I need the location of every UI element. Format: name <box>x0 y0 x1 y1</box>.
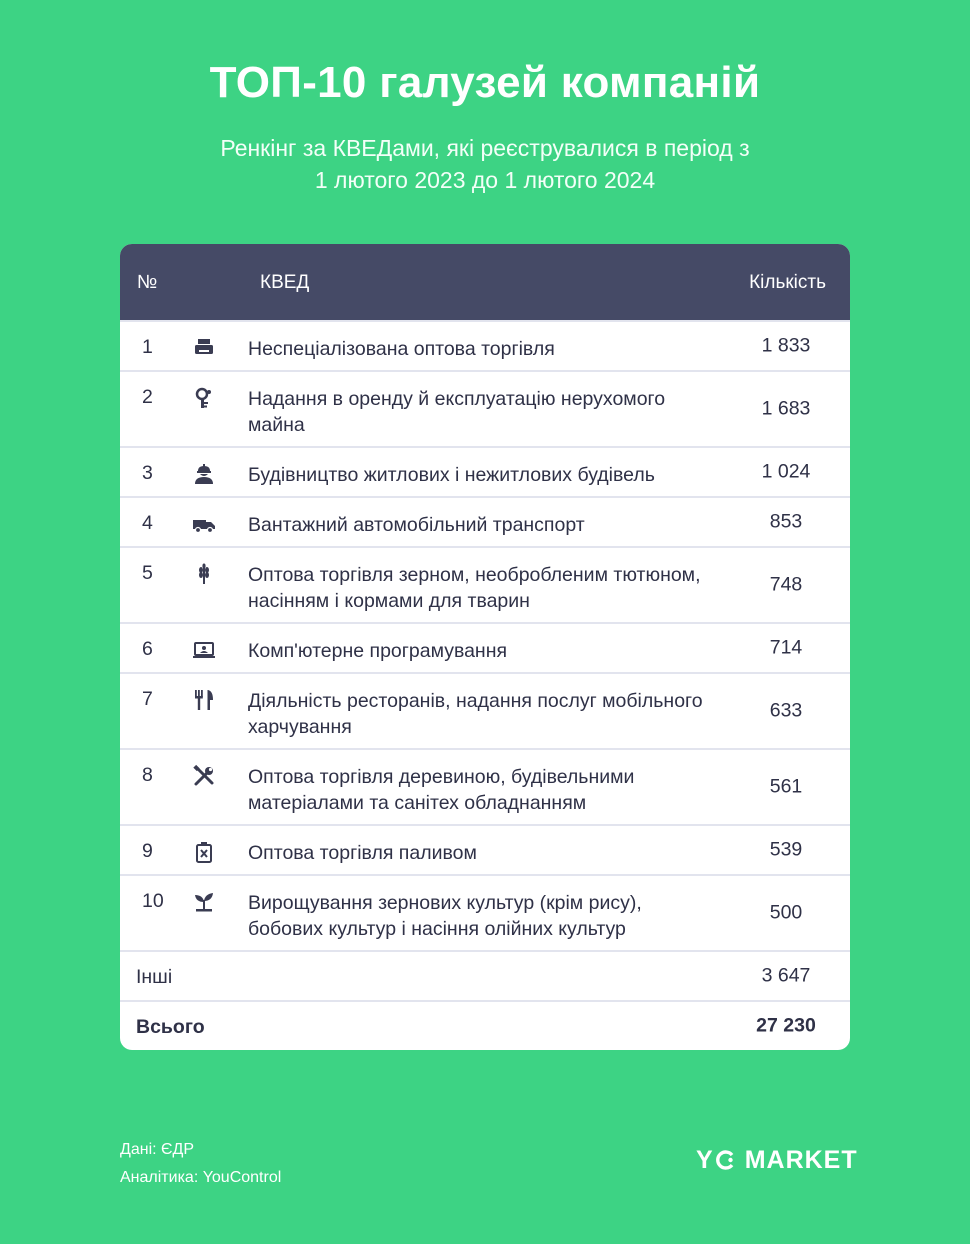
row-count: 561 <box>769 775 803 798</box>
row-num: 6 <box>142 638 153 660</box>
row-num: 1 <box>142 336 153 358</box>
total-count: 27 230 <box>756 1014 816 1037</box>
header-kved: КВЕД <box>260 272 310 293</box>
row-kved: Вантажний автомобільний транспорт <box>248 514 585 536</box>
row-count: 748 <box>769 573 803 596</box>
sprout-icon <box>192 890 216 914</box>
row-kved: Будівництво житлових і нежитлових будівель <box>248 464 655 486</box>
other-count: 3 647 <box>761 964 811 987</box>
table-row <box>120 446 850 496</box>
row-count: 500 <box>769 901 803 924</box>
yc-market-logo: Y MARKET <box>696 1145 858 1174</box>
fuel-canister-icon <box>192 840 216 864</box>
wheat-icon <box>192 562 216 586</box>
row-count: 539 <box>769 838 803 861</box>
row-count: 714 <box>769 636 803 659</box>
table-row <box>120 496 850 546</box>
key-icon <box>192 386 216 410</box>
row-kved: Неспеціалізована оптова торгівля <box>248 338 555 360</box>
other-label: Інші <box>136 966 173 988</box>
table-row <box>120 370 850 446</box>
ranking-table <box>120 244 850 1050</box>
total-label: Всього <box>136 1016 205 1038</box>
analytics-source: Аналітика: YouControl <box>120 1169 282 1186</box>
subtitle-line-2: 1 лютого 2023 до 1 лютого 2024 <box>314 167 656 193</box>
logo-c-mark <box>715 1150 735 1170</box>
builder-icon <box>192 462 216 486</box>
table-row <box>120 320 850 370</box>
row-num: 3 <box>142 462 153 484</box>
row-count: 1 683 <box>761 397 811 420</box>
row-num: 8 <box>142 764 153 786</box>
row-kved: Оптова торгівля деревиною, будівельними матеріалами та санітех обладнанням <box>248 766 635 814</box>
row-count: 853 <box>769 510 803 533</box>
table-row <box>120 824 850 874</box>
utensils-icon <box>192 688 216 712</box>
row-kved: Комп'ютерне програмування <box>248 640 508 662</box>
table-row <box>120 622 850 672</box>
row-count: 1 024 <box>761 460 811 483</box>
table-row <box>120 748 850 824</box>
footer-sources <box>120 1136 281 1192</box>
row-num: 7 <box>142 688 153 710</box>
row-num: 5 <box>142 562 153 584</box>
row-num: 4 <box>142 512 153 534</box>
row-count: 633 <box>769 699 803 722</box>
row-num: 10 <box>142 890 164 912</box>
header-num: № <box>137 272 158 293</box>
table-header <box>120 244 850 320</box>
row-num: 9 <box>142 840 153 862</box>
table-row-other <box>120 950 850 1000</box>
laptop-icon <box>192 638 216 662</box>
subtitle-line-1: Ренкінг за КВЕДами, які реєструвалися в період з <box>220 135 750 161</box>
row-num: 2 <box>142 386 153 408</box>
data-source: Дані: ЄДР <box>120 1141 195 1158</box>
table-row <box>120 874 850 950</box>
page-subtitle <box>150 132 820 196</box>
row-kved: Надання в оренду й експлуатацію нерухомого майна <box>248 388 666 436</box>
logo-market: MARKET <box>744 1145 858 1174</box>
row-kved: Діяльність ресторанів, надання послуг мобільного харчування <box>248 690 703 738</box>
truck-icon <box>192 512 216 536</box>
header-count: Кількість <box>749 272 826 293</box>
table-row-total <box>120 1000 850 1050</box>
row-kved: Оптова торгівля паливом <box>248 842 477 864</box>
page-title: ТОП-10 галузей компаній <box>209 58 761 107</box>
printer-icon <box>192 336 216 360</box>
row-count: 1 833 <box>761 334 811 357</box>
row-kved: Вирощування зернових культур (крім рису), бобових культур і насіння олійних культур <box>248 892 642 940</box>
table-row <box>120 546 850 622</box>
tools-icon <box>192 764 216 788</box>
table-row <box>120 672 850 748</box>
row-kved: Оптова торгівля зерном, необробленим тютюном, насінням і кормами для тварин <box>248 564 701 612</box>
